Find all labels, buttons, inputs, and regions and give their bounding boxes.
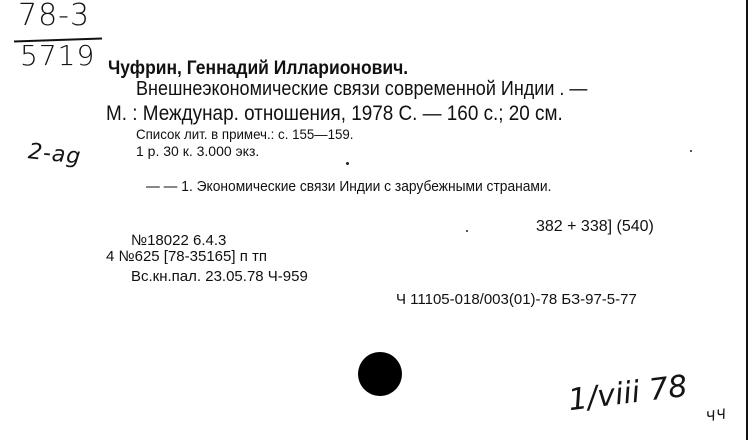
handwritten-shelf-mark-top: 78-3 [18,0,91,33]
handwritten-date-note: 1/viii 78 [566,368,690,419]
handwritten-shelf-mark-bottom: 5719 [20,39,96,72]
book-title: Внешнеэкономические связи современной Индии . — [136,78,588,100]
punch-hole [358,352,402,396]
classification-numbers: 382 + 338] (540) [536,218,654,235]
ink-speck [690,150,692,152]
imprint-line: М. : Междунар. отношения, 1978 С. — 160 с.; 20 см. [106,102,563,125]
author-heading: Чуфрин, Геннадий Илларионович. [108,58,409,79]
registration-line: 4 №625 [78-35165] п тп [106,248,267,265]
order-number: №18022 6.4.3 [131,232,227,249]
ink-speck [346,162,349,165]
book-chamber-line: Вс.кн.пал. 23.05.78 Ч-959 [131,268,308,285]
catalog-index-line: Ч 11105-018/003(01)-78 БЗ-97-5-77 [396,291,637,308]
handwritten-initials: ЧЧ [704,406,729,426]
price-and-print-run: 1 р. 30 к. 3.000 экз. [136,143,260,159]
subject-heading: — — 1. Экономические связи Индии с зарубежными странами. [146,178,552,195]
handwritten-side-mark: 2-ag [26,139,83,170]
card-edge-line [746,0,748,440]
bibliography-note: Список лит. в примеч.: с. 155—159. [136,126,354,142]
ink-speck [466,230,468,232]
